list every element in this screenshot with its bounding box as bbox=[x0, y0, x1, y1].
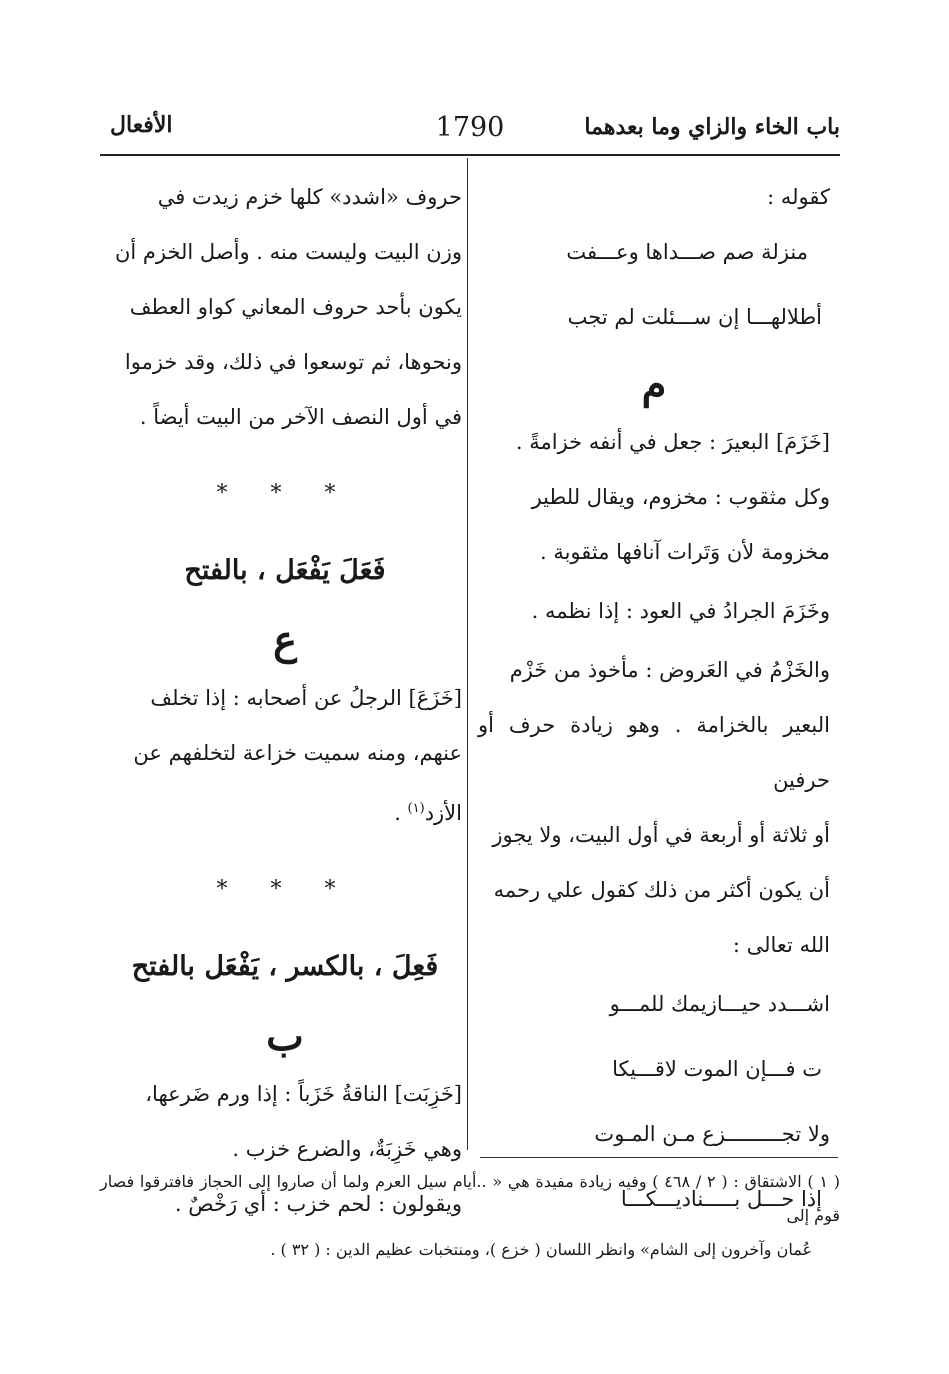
entry-line: [خَزَمَ] البعيرَ : جعل في أنفه خزامةً . bbox=[515, 430, 830, 454]
right-column bbox=[478, 170, 830, 1227]
entry-line: أن يكون أكثر من ذلك كقول علي رحمه bbox=[493, 878, 830, 902]
footnote-rule bbox=[480, 1157, 838, 1158]
page-header bbox=[100, 112, 840, 152]
section-separator: * * * bbox=[216, 481, 354, 506]
text-line: في أول النصف الآخر من البيت أيضاً . bbox=[139, 405, 462, 429]
section-separator: * * * bbox=[216, 877, 354, 902]
entry-line: عنهم، ومنه سميت خزاعة لتخلفهم عن bbox=[133, 741, 462, 765]
entry-line: والخَزْمُ في العَروض : مأخوذ من خَزْم bbox=[509, 658, 830, 682]
text-line: حروف «اشدد» كلها خزم زيدت في bbox=[157, 185, 462, 209]
column-divider bbox=[467, 158, 468, 1150]
entry-line: وهي خَزِبَةٌ، والضرع خزب . bbox=[232, 1137, 462, 1161]
verse-line: أطلالهـــا إن ســـئلت لم تجب bbox=[567, 305, 822, 329]
verb-pattern-heading: فَعِلَ ، بالكسر ، يَفْعَل بالفتح bbox=[131, 951, 439, 982]
entry-line: الله تعالى : bbox=[732, 933, 830, 957]
footnote-ref[interactable]: (١) bbox=[407, 801, 425, 816]
footnote-line: عُمان وآخرون إلى الشام» وانظر اللسان ( خزع )، ومنتخبات عظيم الدين : ( ٣٢ ) . bbox=[270, 1240, 812, 1259]
page-number: 1790 bbox=[435, 112, 505, 143]
entry-line: [خَزَعَ] الرجلُ عن أصحابه : إذا تخلف bbox=[150, 686, 462, 710]
verse-line: ت فـــإن الموت لاقـــيكا bbox=[612, 1057, 822, 1081]
section-title: الأفعال bbox=[110, 112, 173, 138]
text-line: يكون بأحد حروف المعاني كواو العطف bbox=[129, 295, 462, 319]
entry-line: وخَزَمَ الجرادُ في العود : إذا نظمه . bbox=[531, 599, 830, 623]
left-column bbox=[108, 170, 462, 1232]
verb-pattern-heading: فَعَلَ يَفْعَل ، بالفتح bbox=[184, 555, 386, 586]
verse-line: منزلة صم صـــداها وعـــفت bbox=[566, 240, 808, 264]
entry-line: أو ثلاثة أو أربعة في أول البيت، ولا يجوز bbox=[492, 823, 830, 847]
entry-text-end: . bbox=[394, 801, 408, 825]
text-line: ونحوها، ثم توسعوا في ذلك، وقد خزموا bbox=[124, 350, 462, 374]
chapter-title: باب الخاء والزاي وما بعدهما bbox=[584, 114, 840, 140]
entry-line: البعير بالخزامة . وهو زيادة حرف أو حرفين bbox=[478, 713, 830, 792]
header-rule bbox=[100, 154, 840, 156]
entry-text: الأزد bbox=[424, 801, 462, 825]
letter-heading-mim: م bbox=[641, 361, 667, 408]
entry-line: وكل مثقوب : مخزوم، ويقال للطير bbox=[531, 485, 830, 509]
text-line: وزن البيت وليست منه . وأصل الخزم أن bbox=[114, 240, 462, 264]
entry-line: مخزومة لأن وَتَرات آنافها مثقوبة . bbox=[539, 540, 830, 564]
entry-line: [خَزِبَت] الناقةُ خَزَباً : إذا ورم ضَرعها، bbox=[145, 1082, 462, 1106]
letter-heading-ain: ع bbox=[273, 617, 297, 664]
verse-line: ولا تجـــــــــزع مـن المـوت bbox=[594, 1122, 830, 1146]
entry-line bbox=[108, 781, 462, 841]
footnotes bbox=[100, 1165, 840, 1267]
footnote-line: ( ١ ) الاشتقاق : ( ٢ / ٤٦٨ ) وفيه زيادة مفيدة هي « ..أيام سيل العرم ولما أن صاروا إلى الحجاز فافترقوا فصار قوم إلى bbox=[100, 1172, 841, 1225]
entry-line: ويقولون : لحم خزب : أي رَخْصٌ . bbox=[174, 1192, 462, 1216]
letter-heading-ba: ب bbox=[266, 1013, 304, 1060]
text-line: كقوله : bbox=[767, 185, 830, 209]
verse-line: اشـــدد حيـــازيمك للمـــو bbox=[609, 992, 830, 1016]
verse-line: إذا حـــل بـــــناديـــكـــا bbox=[620, 1187, 822, 1211]
